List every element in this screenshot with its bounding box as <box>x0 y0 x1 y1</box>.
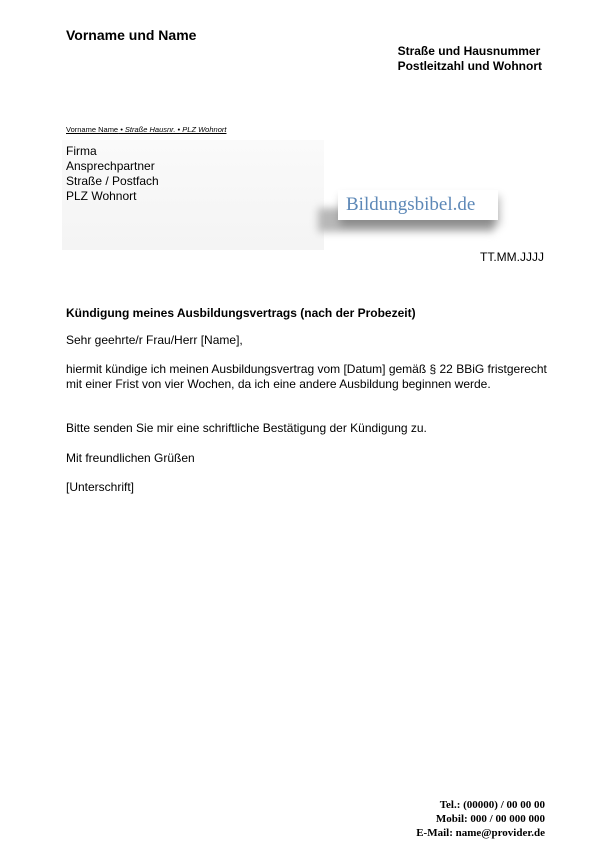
sender-address <box>398 44 542 74</box>
recipient-contact: Ansprechpartner <box>66 159 155 173</box>
recipient-company: Firma <box>66 144 97 158</box>
letter-date: TT.MM.JJJJ <box>480 250 544 264</box>
recipient-city: PLZ Wohnort <box>66 189 137 203</box>
watermark-logo <box>338 190 498 220</box>
recipient-street: Straße / Postfach <box>66 174 159 188</box>
return-address-rest: • Straße Hausnr. • PLZ Wohnort <box>118 125 227 134</box>
salutation: Sehr geehrte/r Frau/Herr [Name], <box>66 333 243 347</box>
letter-subject: Kündigung meines Ausbildungsvertrags (nach der Probezeit) <box>66 306 416 320</box>
contact-mobile: Mobil: 000 / 00 000 000 <box>435 813 545 825</box>
return-address-line <box>66 125 226 134</box>
sender-city: Postleitzahl und Wohnort <box>397 59 542 73</box>
signature-placeholder: [Unterschrift] <box>66 480 135 494</box>
recipient-address <box>66 144 159 204</box>
return-address-name: Vorname Name <box>66 125 119 134</box>
contact-block <box>416 798 545 840</box>
contact-email: E-Mail: name@provider.de <box>416 827 545 839</box>
sender-street: Straße und Hausnummer <box>397 44 541 58</box>
closing: Mit freundlichen Grüßen <box>66 451 195 465</box>
contact-phone: Tel.: (00000) / 00 00 00 <box>439 799 545 811</box>
watermark-text: Bildungsbibel.de <box>346 194 476 215</box>
sender-name: Vorname und Name <box>66 27 197 43</box>
body-paragraph-2: Bitte senden Sie mir eine schriftliche Bestätigung der Kündigung zu. <box>66 421 427 435</box>
body-paragraph-1: hiermit kündige ich meinen Ausbildungsvertrag vom [Datum] gemäß § 22 BBiG fristgerecht mit einer Frist von vier Wochen, da ich eine andere Ausbildung beginnen werde. <box>66 362 547 391</box>
